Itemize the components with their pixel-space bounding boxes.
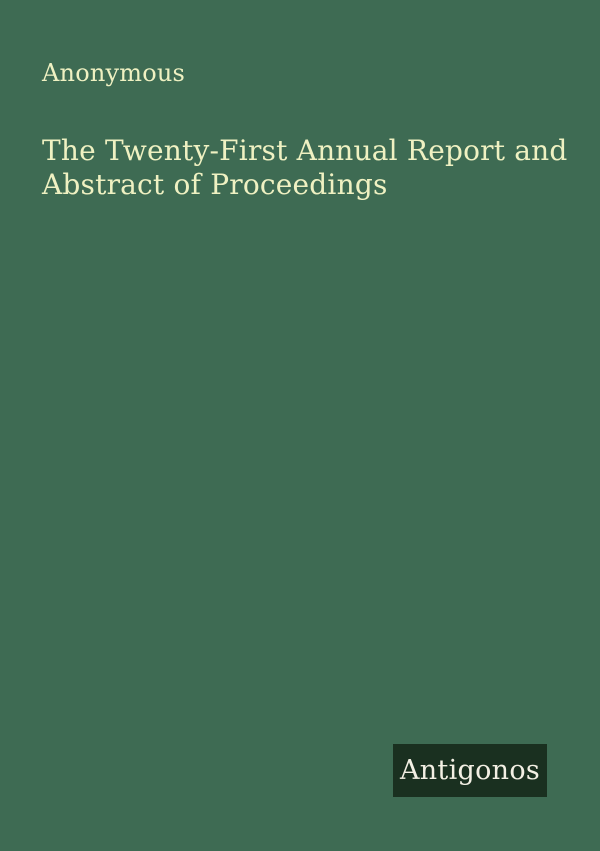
publisher-badge	[393, 744, 547, 797]
book-title-line-2: Abstract of Proceedings	[42, 168, 388, 202]
book-title-line-1: The Twenty-First Annual Report and	[42, 134, 568, 167]
publisher-name: Antigonos	[399, 755, 541, 786]
author-name: Anonymous	[42, 59, 186, 87]
book-title	[42, 134, 582, 202]
